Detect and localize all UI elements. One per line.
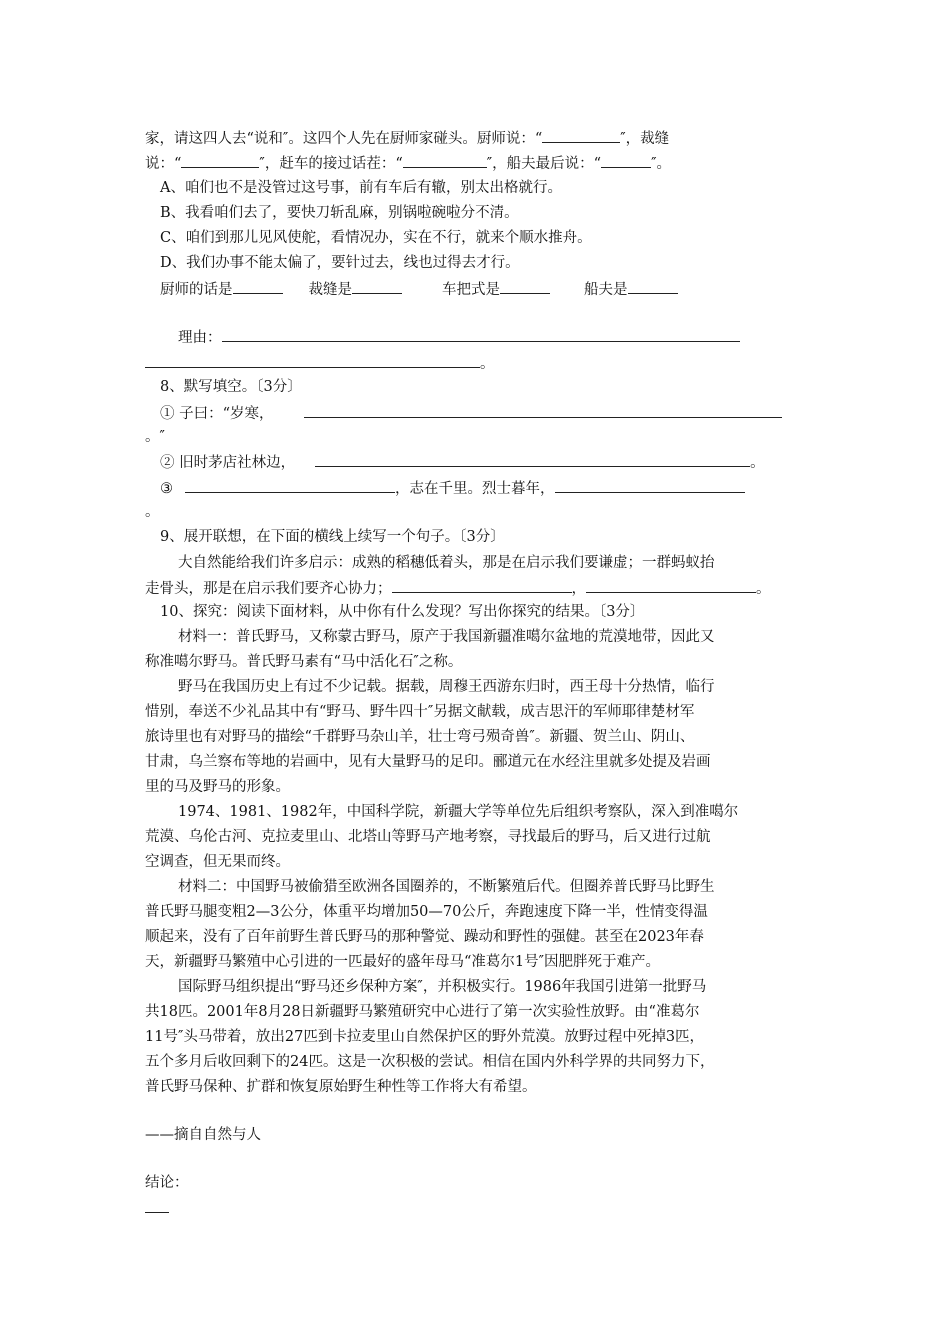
q7-option-d: D、我们办事不能太偏了，要针过去，线也过得去才行。 (160, 255, 520, 271)
q10-p5-line: 11号″头马带着，放出27匹到卡拉麦里山自然保护区的野外荒漠。放野过程中死掉3匹， (145, 1029, 705, 1045)
q8-text: ，志在千里。烈士暮年， (395, 481, 555, 497)
q8-blank-3b[interactable] (555, 478, 745, 493)
q7-option-c: C、咱们到那儿见风使舵，看情况办，实在不行，就来个顺水推舟。 (160, 230, 592, 246)
q8-text: ② 旧时茅店社林边， (160, 455, 296, 471)
q9-blank-1[interactable] (392, 578, 572, 593)
q7-line-1 (145, 128, 669, 148)
q7-reason-row (178, 328, 740, 348)
q10-p5-line: 普氏野马保种、扩群和恢复原始野生种性等工作将大有希望。 (145, 1079, 537, 1095)
reason-end: 。 (480, 356, 495, 372)
q10-p4-line: 材料二：中国野马被偷猎至欧洲各国圈养的，不断繁殖后代。但圈养普氏野马比野生 (178, 879, 715, 895)
q10-p2-line: 惜别，奉送不少礼品其中有“野马、野牛四十″另据文献载，成吉思汗的军师耶律楚材军 (145, 704, 695, 720)
q7-option-b: B、我看咱们去了，要快刀斩乱麻，别锅啦碗啦分不清。 (160, 205, 519, 221)
q10-p2-line: 旅诗里也有对野马的描绘“千群野马杂山羊，壮士弯弓殒奇兽″。新疆、贺兰山、阴山、 (145, 729, 695, 745)
answer-label-tailor: 裁缝是 (308, 282, 352, 298)
q9-text: 走骨头，那是在启示我们要齐心协力； (145, 581, 392, 597)
conclusion-blank[interactable] (145, 1198, 169, 1213)
q8-text: ③ (160, 481, 173, 497)
q7-text: ″。 (651, 156, 672, 172)
q10-title: 10、探究：阅读下面材料，从中你有什么发现？写出你探究的结果。〔3分〕 (160, 604, 645, 620)
q8-title: 8、默写填空。〔3分〕 (160, 379, 302, 395)
q8-text: ① 子曰：“岁寒， (160, 406, 274, 422)
q7-text: ″，赶车的接过话茬：“ (259, 156, 403, 172)
q8-item-3 (160, 478, 745, 498)
q9-line-1: 大自然能给我们许多启示：成熟的稻穗低着头，那是在启示我们要谦虚；一群蚂蚁抬 (178, 555, 715, 571)
reason-blank-2[interactable] (145, 353, 480, 368)
q10-p1-line: 材料一：普氏野马，又称蒙古野马，原产于我国新疆准噶尔盆地的荒漠地带，因此又 (178, 629, 715, 645)
q8-item-1 (160, 403, 782, 423)
q10-p3-line: 1974、1981、1982年，中国科学院，新疆大学等单位先后组织考察队，深入到准噶尔 (178, 804, 739, 820)
answer-label-chef: 厨师的话是 (160, 282, 233, 298)
q10-p5-line: 共18匹。2001年8月28日新疆野马繁殖研究中心进行了第一次实验性放野。由“准葛尔 (145, 1004, 700, 1020)
blank-driver-quote[interactable] (403, 153, 487, 168)
reason-blank-1[interactable] (222, 330, 740, 342)
q10-p3-line: 空调查，但无果而终。 (145, 854, 290, 870)
q10-p4-line: 天，新疆野马繁殖中心引进的一匹最好的盛年母马“准葛尔1号″因肥胖死于难产。 (145, 954, 661, 970)
q9-line-2 (145, 578, 771, 598)
q8-item-3-end: 。 (145, 504, 160, 520)
answer-blank-boatman[interactable] (628, 279, 678, 294)
q10-p1-line: 称准噶尔野马。普氏野马素有“马中活化石″之称。 (145, 654, 463, 670)
q7-line-2 (145, 153, 671, 173)
answer-blank-chef[interactable] (233, 279, 283, 294)
q9-blank-2[interactable] (586, 578, 756, 593)
q7-option-a: A、咱们也不是没管过这号事，前有车后有辙，别太出格就行。 (160, 180, 562, 196)
answer-blank-driver[interactable] (500, 279, 550, 294)
answer-blank-tailor[interactable] (352, 279, 402, 294)
q10-p5-line: 国际野马组织提出“野马还乡保种方案″，并积极实行。1986年我国引进第一批野马 (178, 979, 707, 995)
answer-label-driver: 车把式是 (442, 282, 500, 298)
q7-reason-row-2 (145, 353, 495, 373)
answer-label-boatman: 船夫是 (584, 282, 628, 298)
q7-text: ″，船夫最后说：“ (486, 156, 602, 172)
q10-p2-line: 野马在我国历史上有过不少记载。据载，周穆王西游东归时，西王母十分热情，临行 (178, 679, 715, 695)
q7-text: ″，裁缝 (620, 131, 670, 147)
q10-p3-line: 荒漠、乌伦古河、克拉麦里山、北塔山等野马产地考察，寻找最后的野马，后又进行过航 (145, 829, 711, 845)
q10-p2-line: 甘肃，乌兰察布等地的岩画中，见有大量野马的足印。郦道元在水经注里就多处提及岩画 (145, 754, 711, 770)
q10-p2-line: 里的马及野马的形象。 (145, 779, 290, 795)
q8-text: 。 (750, 455, 765, 471)
blank-chef-quote[interactable] (542, 128, 620, 143)
q7-text: 说：“ (145, 156, 182, 172)
q10-p4-line: 普氏野马腿变粗2—3公分，体重平均增加50—70公斤，奔跑速度下降一半，性情变得温 (145, 904, 708, 920)
source-credit: ——摘自自然与人 (145, 1127, 261, 1143)
reason-label: 理由： (178, 330, 222, 346)
q7-answers-row (160, 279, 678, 299)
q8-blank-2[interactable] (315, 452, 750, 467)
conclusion-label: 结论： (145, 1175, 189, 1191)
q7-text: 家，请这四人去“说和″。这四个人先在厨师家碰头。厨师说：“ (145, 131, 543, 147)
q9-text: ， (571, 581, 586, 597)
q8-blank-1[interactable] (304, 403, 782, 418)
q10-p5-line: 五个多月后收回剩下的24匹。这是一次积极的尝试。相信在国内外科学界的共同努力下， (145, 1054, 715, 1070)
blank-boatman-quote[interactable] (601, 153, 651, 168)
q10-p4-line: 顺起来，没有了百年前野生普氏野马的那种警觉、躁动和野性的强健。甚至在2023年春 (145, 929, 704, 945)
blank-tailor-quote[interactable] (181, 153, 259, 168)
q8-blank-3a[interactable] (185, 478, 395, 493)
q9-text: 。 (756, 581, 771, 597)
q9-title: 9、展开联想，在下面的横线上续写一个句子。〔3分〕 (160, 529, 505, 545)
q8-item-2 (160, 452, 765, 472)
conclusion-row (145, 1198, 169, 1218)
q8-item-1-end: 。″ (145, 429, 165, 445)
